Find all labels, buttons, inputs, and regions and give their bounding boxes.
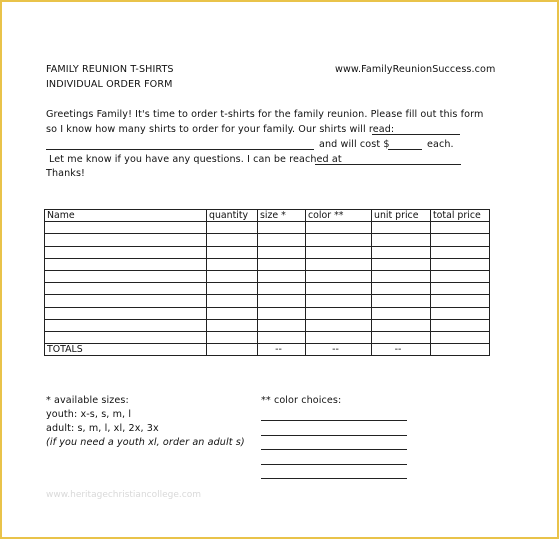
column-header: color ** bbox=[306, 210, 372, 222]
intro-line-2: so I know how many shirts to order for your family. Our shirts will read: bbox=[46, 124, 395, 135]
color-choice-blank[interactable] bbox=[261, 420, 407, 421]
order-cell[interactable] bbox=[207, 283, 258, 295]
order-cell[interactable] bbox=[306, 222, 372, 234]
order-cell[interactable] bbox=[306, 283, 372, 295]
totals-label: TOTALS bbox=[45, 344, 207, 356]
order-cell[interactable] bbox=[372, 258, 431, 270]
table-row bbox=[45, 222, 490, 234]
column-header: quantity bbox=[207, 210, 258, 222]
shirt-text-blank-1[interactable] bbox=[372, 134, 460, 135]
cost-blank[interactable] bbox=[388, 149, 422, 150]
youth-xl-note: (if you need a youth xl, order an adult s) bbox=[46, 437, 245, 448]
table-row bbox=[45, 307, 490, 319]
totals-row bbox=[45, 344, 490, 356]
order-cell[interactable] bbox=[372, 222, 431, 234]
order-cell[interactable] bbox=[431, 307, 490, 319]
table-row bbox=[45, 319, 490, 331]
order-cell[interactable] bbox=[372, 331, 431, 343]
order-cell[interactable] bbox=[207, 295, 258, 307]
order-cell[interactable] bbox=[258, 307, 306, 319]
totals-quantity-cell[interactable] bbox=[207, 344, 258, 356]
contact-blank[interactable] bbox=[315, 164, 461, 165]
order-cell[interactable] bbox=[431, 258, 490, 270]
color-choices-title: ** color choices: bbox=[261, 395, 342, 406]
form-title: FAMILY REUNION T-SHIRTS bbox=[46, 64, 174, 75]
order-cell[interactable] bbox=[372, 295, 431, 307]
order-cell[interactable] bbox=[258, 258, 306, 270]
order-cell[interactable] bbox=[306, 295, 372, 307]
intro-line-4: Let me know if you have any questions. I can be reached at bbox=[49, 154, 342, 165]
order-cell[interactable] bbox=[45, 258, 207, 270]
order-cell[interactable] bbox=[258, 246, 306, 258]
order-cell[interactable] bbox=[306, 270, 372, 282]
order-table bbox=[44, 209, 490, 356]
order-cell[interactable] bbox=[431, 319, 490, 331]
intro-thanks: Thanks! bbox=[46, 168, 85, 179]
order-cell[interactable] bbox=[45, 234, 207, 246]
color-choice-blank[interactable] bbox=[261, 464, 407, 465]
order-cell[interactable] bbox=[431, 283, 490, 295]
color-choice-blank[interactable] bbox=[261, 435, 407, 436]
order-cell[interactable] bbox=[45, 283, 207, 295]
table-row bbox=[45, 331, 490, 343]
sizes-title: * available sizes: bbox=[46, 395, 129, 406]
youth-sizes: youth: x-s, s, m, l bbox=[46, 409, 132, 420]
table-row bbox=[45, 295, 490, 307]
table-header-row bbox=[45, 210, 490, 222]
shirt-text-blank-2[interactable] bbox=[46, 149, 314, 150]
totals-color-cell: -- bbox=[306, 344, 372, 356]
totals-unit-price-cell: -- bbox=[372, 344, 431, 356]
order-cell[interactable] bbox=[207, 307, 258, 319]
intro-cost-label: and will cost $ bbox=[319, 139, 390, 150]
order-cell[interactable] bbox=[306, 307, 372, 319]
order-cell[interactable] bbox=[207, 319, 258, 331]
order-cell[interactable] bbox=[372, 246, 431, 258]
order-cell[interactable] bbox=[431, 246, 490, 258]
order-cell[interactable] bbox=[372, 283, 431, 295]
column-header: total price bbox=[431, 210, 490, 222]
order-cell[interactable] bbox=[372, 270, 431, 282]
intro-line-1: Greetings Family! It's time to order t-shirts for the family reunion. Please fill out this form bbox=[46, 109, 484, 120]
column-header: Name bbox=[45, 210, 207, 222]
order-cell[interactable] bbox=[45, 295, 207, 307]
order-cell[interactable] bbox=[258, 319, 306, 331]
order-cell[interactable] bbox=[258, 295, 306, 307]
totals-size-cell: -- bbox=[258, 344, 306, 356]
order-table-body bbox=[45, 222, 490, 356]
order-cell[interactable] bbox=[306, 331, 372, 343]
watermark-text: www.heritagechristiancollege.com bbox=[46, 490, 201, 500]
order-cell[interactable] bbox=[207, 234, 258, 246]
intro-each-label: each. bbox=[427, 139, 454, 150]
order-cell[interactable] bbox=[372, 319, 431, 331]
order-cell[interactable] bbox=[207, 331, 258, 343]
order-cell[interactable] bbox=[45, 222, 207, 234]
form-subtitle: INDIVIDUAL ORDER FORM bbox=[46, 79, 173, 90]
order-cell[interactable] bbox=[207, 246, 258, 258]
order-cell[interactable] bbox=[431, 234, 490, 246]
order-cell[interactable] bbox=[431, 222, 490, 234]
adult-sizes: adult: s, m, l, xl, 2x, 3x bbox=[46, 423, 159, 434]
order-cell[interactable] bbox=[207, 270, 258, 282]
order-cell[interactable] bbox=[258, 283, 306, 295]
order-cell[interactable] bbox=[306, 258, 372, 270]
totals-total-price-cell[interactable] bbox=[431, 344, 490, 356]
table-row bbox=[45, 270, 490, 282]
order-cell[interactable] bbox=[372, 234, 431, 246]
order-cell[interactable] bbox=[431, 331, 490, 343]
order-cell[interactable] bbox=[258, 234, 306, 246]
column-header: size * bbox=[258, 210, 306, 222]
order-cell[interactable] bbox=[45, 270, 207, 282]
order-cell[interactable] bbox=[207, 258, 258, 270]
order-cell[interactable] bbox=[258, 331, 306, 343]
order-cell[interactable] bbox=[45, 246, 207, 258]
table-row bbox=[45, 258, 490, 270]
order-cell[interactable] bbox=[45, 307, 207, 319]
order-cell[interactable] bbox=[45, 331, 207, 343]
column-header: unit price bbox=[372, 210, 431, 222]
order-cell[interactable] bbox=[306, 319, 372, 331]
order-cell[interactable] bbox=[45, 319, 207, 331]
website-link[interactable]: www.FamilyReunionSuccess.com bbox=[335, 64, 496, 75]
order-cell[interactable] bbox=[431, 295, 490, 307]
order-cell[interactable] bbox=[431, 270, 490, 282]
table-row bbox=[45, 234, 490, 246]
order-cell[interactable] bbox=[258, 270, 306, 282]
order-cell[interactable] bbox=[306, 234, 372, 246]
table-row bbox=[45, 283, 490, 295]
color-choice-blank[interactable] bbox=[261, 449, 407, 450]
order-cell[interactable] bbox=[306, 246, 372, 258]
order-cell[interactable] bbox=[207, 222, 258, 234]
color-choice-blank[interactable] bbox=[261, 478, 407, 479]
order-cell[interactable] bbox=[258, 222, 306, 234]
order-cell[interactable] bbox=[372, 307, 431, 319]
table-row bbox=[45, 246, 490, 258]
